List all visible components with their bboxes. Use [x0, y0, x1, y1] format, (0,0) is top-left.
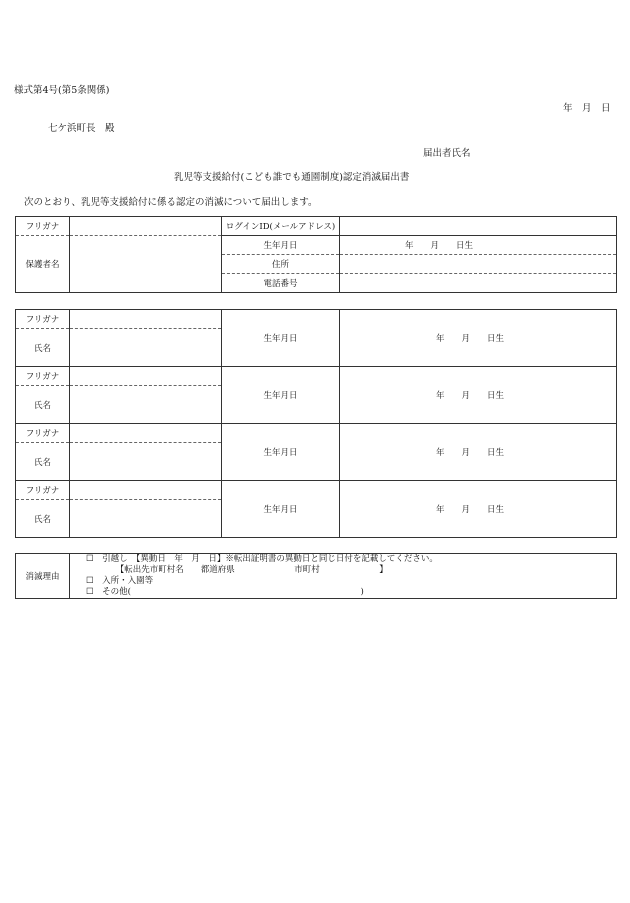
child-birth-field[interactable]: 年 月 日生	[340, 367, 617, 424]
reason-label: 消滅理由	[16, 554, 70, 599]
reason-move-checkbox[interactable]: ☐ 引越し 【異動日 年 月 日】※転出証明書の異動日と同じ日付を記載してください。	[86, 554, 438, 564]
child-birth-label: 生年月日	[222, 367, 340, 424]
child-name-label: 氏名	[16, 500, 70, 538]
child-furigana-field[interactable]	[70, 481, 222, 500]
applicant-name-label: 届出者氏名	[423, 148, 471, 159]
address-label: 住所	[222, 255, 340, 274]
guardian-name-field[interactable]	[70, 236, 222, 293]
guardian-furigana-field[interactable]	[70, 217, 222, 236]
guardian-birth-field[interactable]: 年 月 日生	[340, 236, 617, 255]
child-furigana-label: フリガナ	[16, 424, 70, 443]
child-birth-label: 生年月日	[222, 481, 340, 538]
reason-move-destination: 【転出先市町村名 都道府県 市町村 】	[86, 565, 388, 575]
intro-text: 次のとおり、乳児等支援給付に係る認定の消滅について届出します。	[24, 197, 318, 208]
login-id-field[interactable]	[340, 217, 617, 236]
child-birth-field[interactable]: 年 月 日生	[340, 424, 617, 481]
child-name-label: 氏名	[16, 443, 70, 481]
date-line: 年 月 日	[563, 103, 611, 114]
reason-admission-checkbox[interactable]: ☐ 入所・入園等	[86, 576, 154, 586]
child-name-field[interactable]	[70, 329, 222, 367]
phone-label: 電話番号	[222, 274, 340, 293]
guardian-name-label: 保護者名	[16, 236, 70, 293]
child-furigana-field[interactable]	[70, 310, 222, 329]
reason-options	[70, 554, 617, 599]
child-furigana-field[interactable]	[70, 424, 222, 443]
children-table	[15, 309, 617, 538]
child-name-field[interactable]	[70, 386, 222, 424]
child-furigana-label: フリガナ	[16, 481, 70, 500]
guardian-birth-label: 生年月日	[222, 236, 340, 255]
child-birth-label: 生年月日	[222, 310, 340, 367]
child-name-field[interactable]	[70, 443, 222, 481]
child-name-label: 氏名	[16, 329, 70, 367]
addressee: 七ケ浜町長 殿	[48, 123, 115, 134]
child-birth-label: 生年月日	[222, 424, 340, 481]
document-title: 乳児等支援給付(こども誰でも通園制度)認定消滅届出書	[174, 172, 410, 183]
login-id-label: ログインID(メールアドレス)	[222, 217, 340, 236]
address-field[interactable]	[340, 255, 617, 274]
form-number: 様式第4号(第5条関係)	[14, 85, 110, 96]
child-birth-field[interactable]: 年 月 日生	[340, 481, 617, 538]
child-furigana-field[interactable]	[70, 367, 222, 386]
child-furigana-label: フリガナ	[16, 367, 70, 386]
child-name-field[interactable]	[70, 500, 222, 538]
child-name-label: 氏名	[16, 386, 70, 424]
child-birth-field[interactable]: 年 月 日生	[340, 310, 617, 367]
child-furigana-label: フリガナ	[16, 310, 70, 329]
reason-other-checkbox[interactable]: ☐ その他( )	[86, 587, 364, 597]
reason-table	[15, 553, 617, 599]
guardian-table	[15, 216, 617, 293]
phone-field[interactable]	[340, 274, 617, 293]
guardian-furigana-label: フリガナ	[16, 217, 70, 236]
